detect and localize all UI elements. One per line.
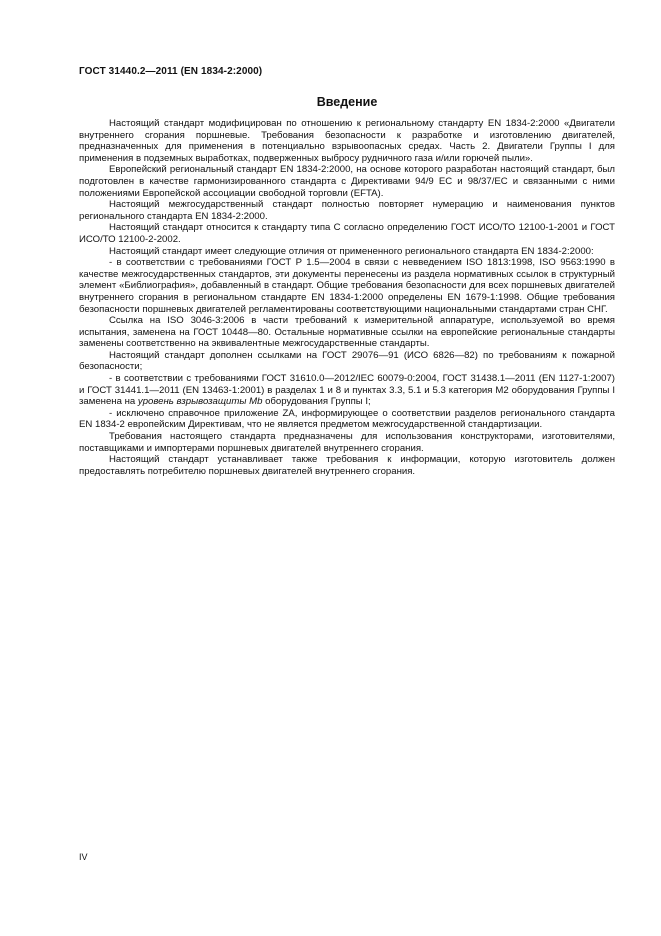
paragraph: Настоящий стандарт дополнен ссылками на ГОСТ 29076—91 (ИСО 6826—82) по требованиям к пожарной безопасности; xyxy=(79,349,615,373)
paragraph xyxy=(79,373,615,408)
paragraph: - в соответствии с требованиями ГОСТ Р 1.5—2004 в связи с невведением ISO 1813:1998, ISO 9563:1990 в качестве межгосударственных стандартов, эти документы перенесены из раздела нормативных ссылок в структурный элемент «Библиография», добавленный в стандарт. Общие требования безопасности для всех поршневых двигателей внутреннего сгорания в региональном стандарте EN 1834-1:2000 определены EN 1679-1:1998. Общие требования безопасности поршневых двигателей регламентированы соответствующими национальными стандартами стран СНГ. xyxy=(79,257,615,315)
document-body xyxy=(79,118,615,477)
paragraph: Настоящий стандарт модифицирован по отношению к региональному стандарту EN 1834-2:2000 «Двигатели внутреннего сгорания поршневые. Требования безопасности к разработке и изготовлению двигателей, предназначенных для применения в потенциально взрывоопасных средах. Часть 2. Двигатели Группы I для применения в подземных выработках, подверженных выбросу рудничного газа и/или горючей пыли». xyxy=(79,118,615,164)
paragraph: Требования настоящего стандарта предназначены для использования конструкторами, изготовителями, поставщиками и импортерами поршневых двигателей внутреннего сгорания. xyxy=(79,431,615,454)
paragraph: Настоящий межгосударственный стандарт полностью повторяет нумерацию и наименования пунктов регионального стандарта EN 1834-2:2000. xyxy=(79,199,615,222)
page-number: IV xyxy=(79,852,88,862)
paragraph: Настоящий стандарт относится к стандарту типа С согласно определению ГОСТ ИСО/ТО 12100-1-2001 и ГОСТ ИСО/ТО 12100-2-2002. xyxy=(79,222,615,245)
paragraph: Европейский региональный стандарт EN 1834-2:2000, на основе которого разработан настоящий стандарт, был подготовлен в качестве гармонизированного стандарта с Директивами 94/9 EC и 98/37/EC и связанными с ними положениями Европейской ассоциации свободной торговли (EFTA). xyxy=(79,164,615,199)
document-header: ГОСТ 31440.2—2011 (EN 1834-2:2000) xyxy=(79,66,263,77)
paragraph-text: оборудования Группы I; xyxy=(262,396,371,408)
paragraph-text: - в соответствии с требованиями ГОСТ 31610.0—2012/IEC 60079-0:2004, ГОСТ 31438.1—2011 (EN 1127-1:2007) и ГОСТ 31441.1—2011 (EN 13463-1:2001) в разделах 1 и 8 и пунктах 3.3, 5.1 и 5.3 категория М2 оборудования Группы I заменена на xyxy=(79,373,615,408)
section-title: Введение xyxy=(316,95,378,109)
paragraph: Настоящий стандарт устанавливает также требования к информации, которую изготовитель должен предоставлять потребителю поршневых двигателей внутреннего сгорания. xyxy=(79,454,615,477)
paragraph: Ссылка на ISO 3046-3:2006 в части требований к измерительной аппаратуре, используемой во время испытания, заменена на ГОСТ 10448—80. Остальные нормативные ссылки на европейские региональные стандарты заменены соответственно на эквивалентные межгосударственные стандарты. xyxy=(79,315,615,350)
paragraph: - исключено справочное приложение ZA, информирующее о соответствии разделов регионального стандарта EN 1834-2 европейским Директивам, что не является предметом межгосударственной стандартизации. xyxy=(79,407,615,431)
paragraph-italic-text: уровень взрывозащиты Mb xyxy=(137,396,263,408)
paragraph: Настоящий стандарт имеет следующие отличия от примененного регионального стандарта EN 1834-2:2000: xyxy=(109,245,594,257)
